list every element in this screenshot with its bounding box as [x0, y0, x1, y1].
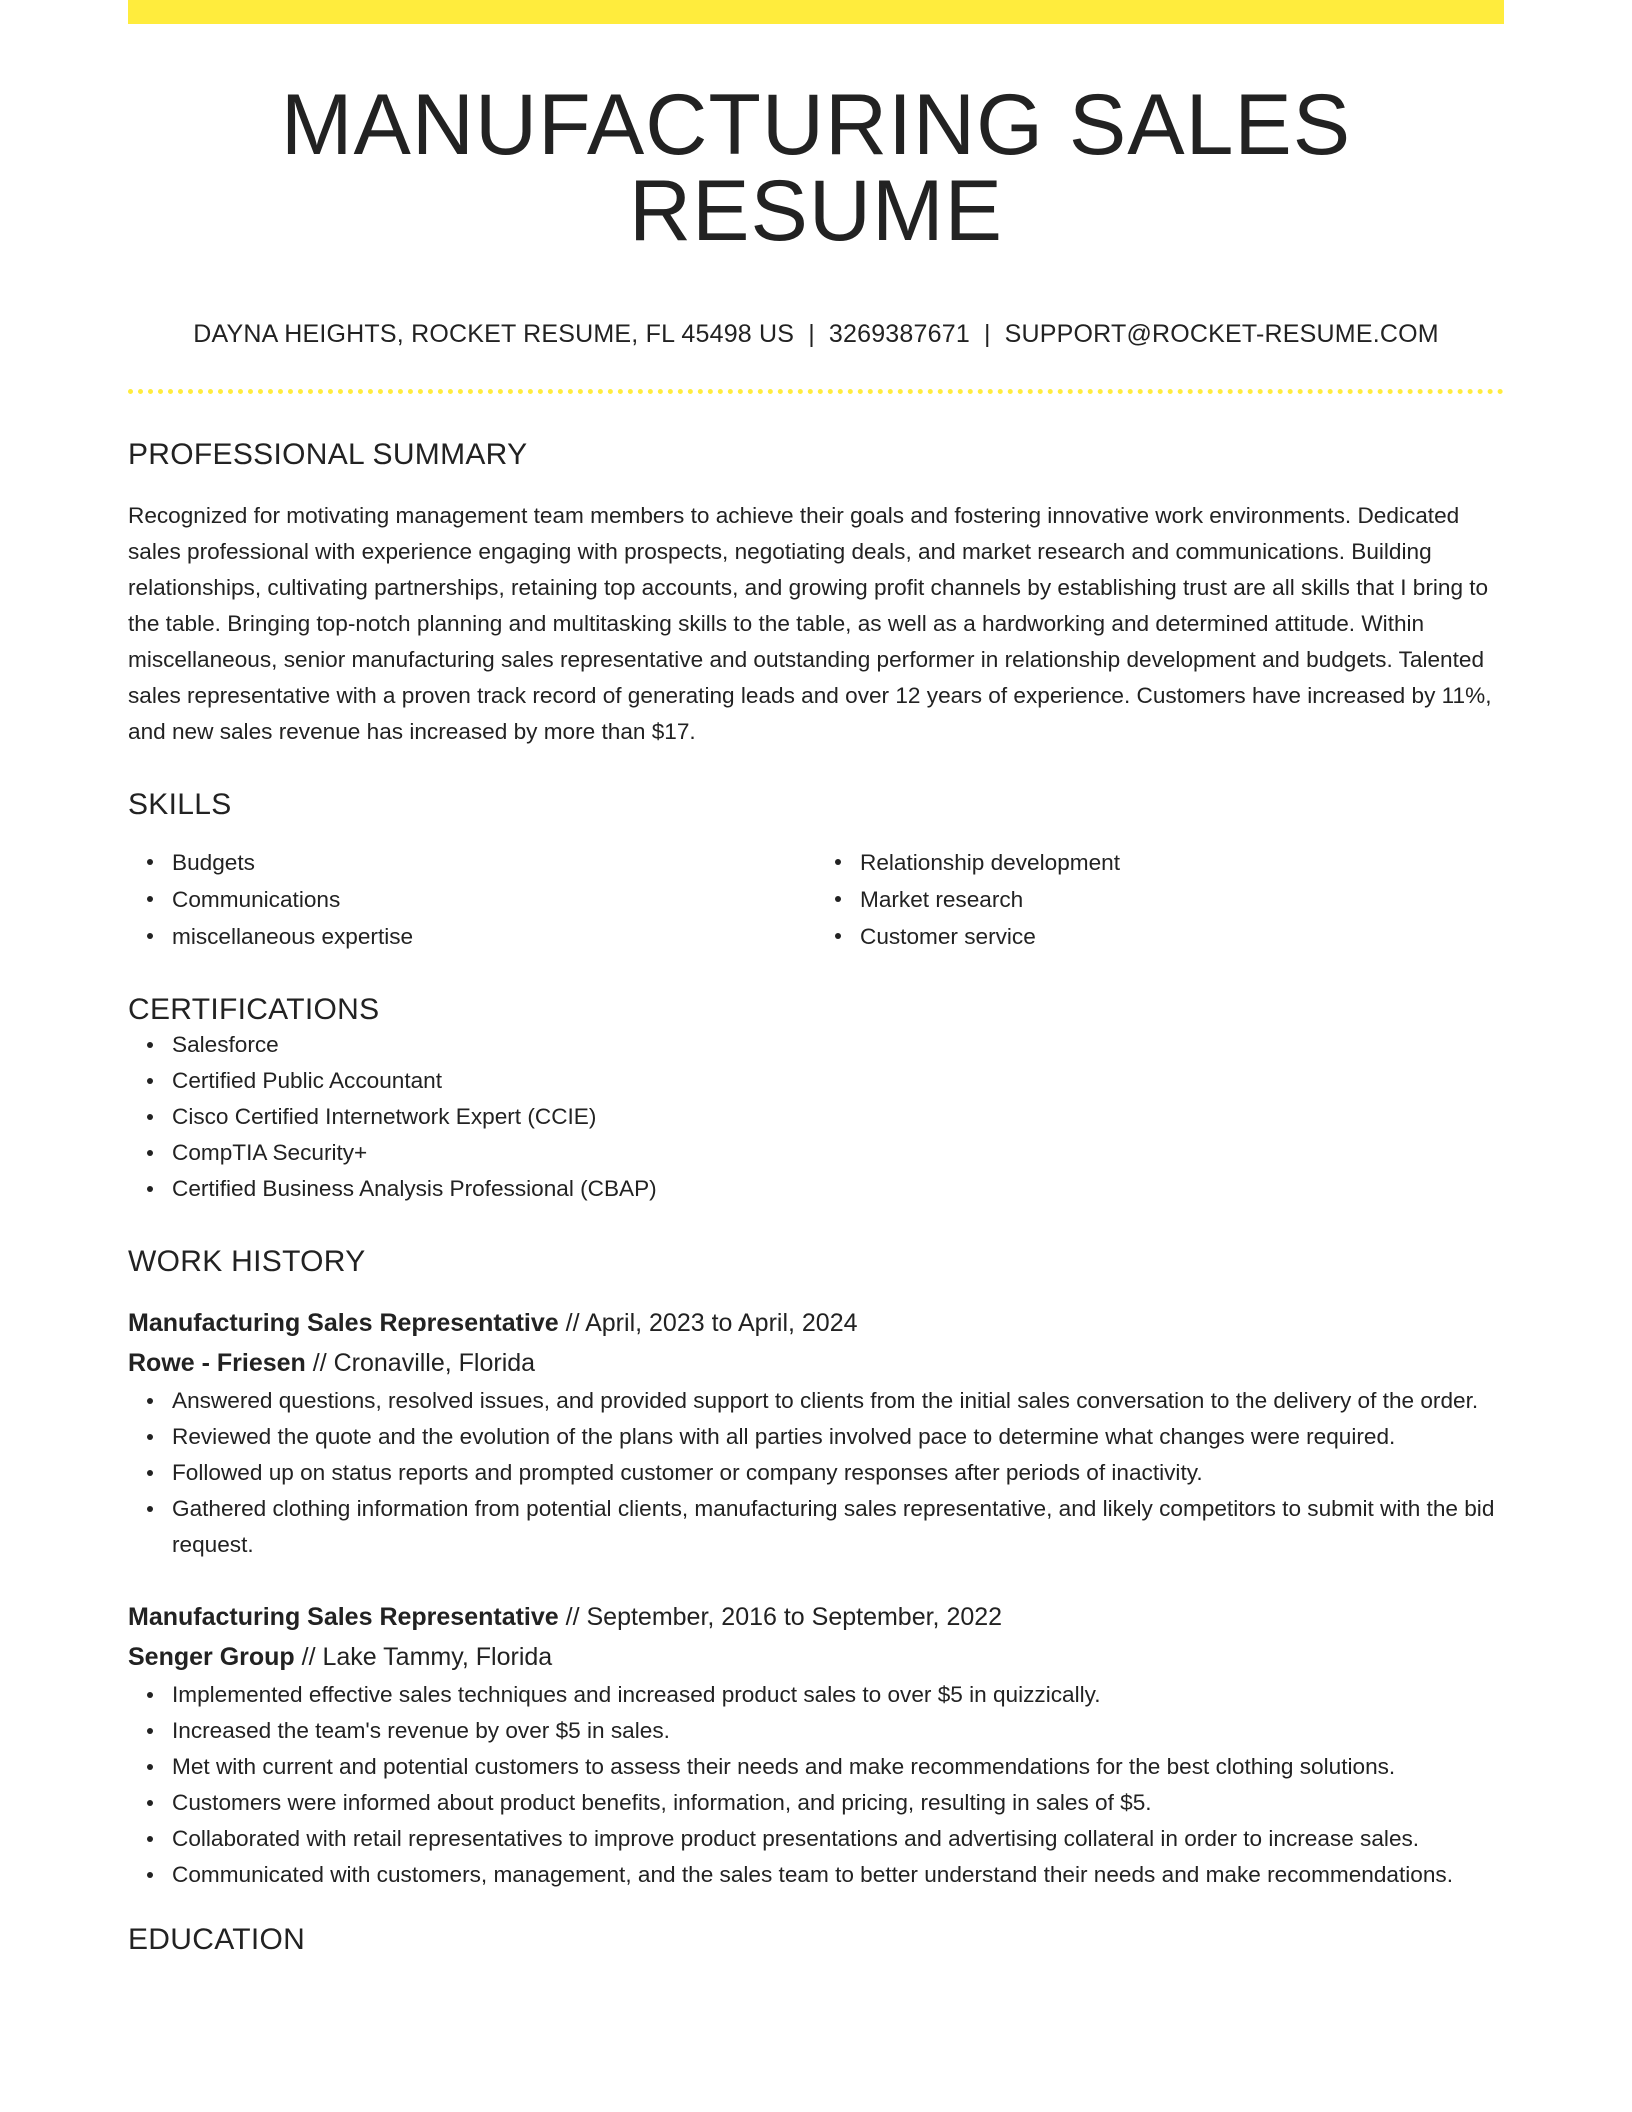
job-bullet: Followed up on status reports and prompted customer or company responses after periods of inactivity. [172, 1455, 1504, 1491]
job-bullet: Customers were informed about product benefits, information, and pricing, resulting in sales of $5. [172, 1785, 1504, 1821]
job-bullets [128, 1383, 1504, 1563]
job-title-line [128, 1303, 1504, 1343]
certification-item: Certified Public Accountant [172, 1063, 1504, 1099]
job-bullets [128, 1677, 1504, 1893]
skills-column-left [128, 844, 816, 955]
job-company: Rowe - Friesen [128, 1349, 306, 1377]
skills-column-right [816, 844, 1504, 955]
skill-item: Communications [172, 881, 816, 918]
summary-text: Recognized for motivating management team members to achieve their goals and fostering innovative work environments. Dedicated sales professional with experience engaging with prospects, negotiating deals, and market research and communications. Building relationships, cultivating partnerships, retaining top accounts, and growing profit channels by establishing trust are all skills that I bring to the table. Bringing top-notch planning and multitasking skills to the table, as well as a hardworking and determined attitude. Within miscellaneous, senior manufacturing sales representative and outstanding performer in relationship development and budgets. Talented sales representative with a proven track record of generating leads and over 12 years of experience. Customers have increased by 11%, and new sales revenue has increased by more than $17. [128, 503, 1492, 744]
contact-line [128, 320, 1504, 349]
job-title-line [128, 1597, 1504, 1637]
contact-phone: 3269387671 [828, 320, 970, 348]
certification-item: CompTIA Security+ [172, 1135, 1504, 1171]
job-title: Manufacturing Sales Representative [128, 1309, 559, 1337]
skill-item: miscellaneous expertise [172, 918, 816, 955]
job-company-line [128, 1343, 1504, 1383]
certifications-heading: CERTIFICATIONS [128, 993, 380, 1026]
job-bullet: Met with current and potential customers to assess their needs and make recommendations for the best clothing solutions. [172, 1749, 1504, 1785]
job-dates: // September, 2016 to September, 2022 [558, 1603, 1003, 1631]
contact-email: SUPPORT@ROCKET-RESUME.COM [1004, 320, 1439, 348]
job-company-line [128, 1637, 1504, 1677]
certification-item: Salesforce [172, 1027, 1504, 1063]
skill-item: Budgets [172, 844, 816, 881]
job-bullet: Reviewed the quote and the evolution of the plans with all parties involved pace to determine what changes were required. [172, 1419, 1504, 1455]
job-location: // Cronaville, Florida [305, 1349, 536, 1377]
skill-item: Relationship development [860, 844, 1504, 881]
resume-title: MANUFACTURING SALES RESUME [280, 77, 1352, 259]
top-accent-bar [128, 0, 1504, 24]
resume-page [128, 0, 1504, 1957]
contact-separator: | [983, 320, 991, 348]
certification-item: Certified Business Analysis Professional (CBAP) [172, 1171, 1504, 1207]
job-bullet: Gathered clothing information from potential clients, manufacturing sales representative, and likely competitors to submit with the bid request. [172, 1491, 1504, 1563]
skill-item: Market research [860, 881, 1504, 918]
job-entry [128, 1303, 1504, 1563]
contact-address: DAYNA HEIGHTS, ROCKET RESUME, FL 45498 US [193, 320, 795, 348]
job-bullet: Communicated with customers, management, and the sales team to better understand their needs and make recommendations. [172, 1857, 1504, 1893]
job-bullet: Answered questions, resolved issues, and provided support to clients from the initial sales conversation to the delivery of the order. [172, 1383, 1504, 1419]
skill-item: Customer service [860, 918, 1504, 955]
header-divider [128, 389, 1504, 394]
job-bullet: Implemented effective sales techniques and increased product sales to over $5 in quizzically. [172, 1677, 1504, 1713]
job-bullet: Collaborated with retail representatives to improve product presentations and advertising collateral in order to increase sales. [172, 1821, 1504, 1857]
job-bullet: Increased the team's revenue by over $5 in sales. [172, 1713, 1504, 1749]
skills-grid [128, 844, 1504, 955]
job-company: Senger Group [128, 1643, 295, 1671]
job-dates: // April, 2023 to April, 2024 [558, 1309, 858, 1337]
job-entry [128, 1597, 1504, 1893]
contact-separator: | [808, 320, 815, 348]
skills-heading: SKILLS [128, 788, 232, 821]
work-history-heading: WORK HISTORY [128, 1245, 366, 1278]
summary-heading: PROFESSIONAL SUMMARY [128, 438, 528, 471]
certification-item: Cisco Certified Internetwork Expert (CCIE) [172, 1099, 1504, 1135]
education-heading: EDUCATION [128, 1923, 306, 1956]
job-title: Manufacturing Sales Representative [128, 1603, 559, 1631]
certifications-list [128, 1027, 1504, 1207]
job-location: // Lake Tammy, Florida [294, 1643, 553, 1671]
